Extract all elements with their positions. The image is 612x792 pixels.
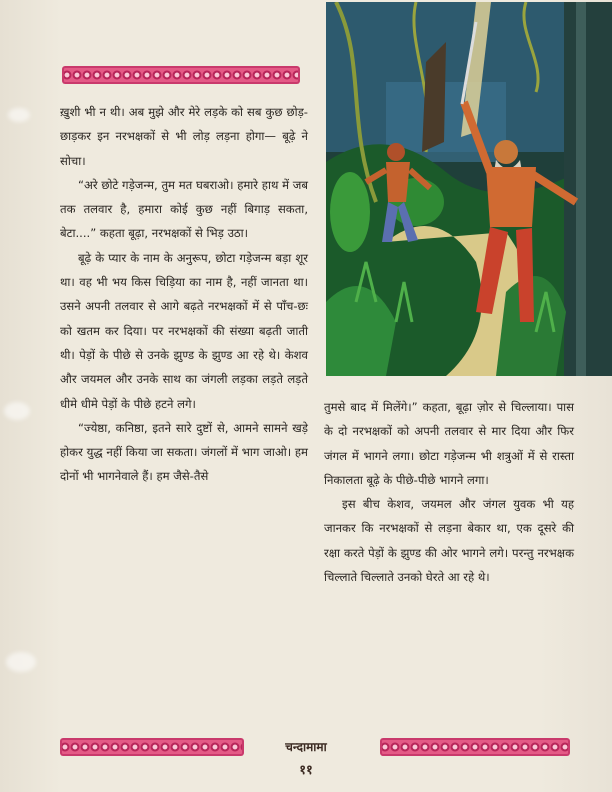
- paragraph: “अरे छोटे गड़ेजन्म, तुम मत घबराओ। हमारे हाथ में जब तक तलवार है, हमारा कोई कुछ नहीं बिगाड़ सकता, बेटा....” कहता बूढ़ा, नरभक्षकों से भिड़ उठा।: [60, 177, 308, 241]
- paragraph: इस बीच केशव, जयमल और जंगल युवक भी यह जानकर कि नरभक्षकों से लड़ना बेकार था, एक दूसरे की रक्षा करते पेड़ों के झुण्ड की ओर भागने लगे। परन्तु नरभक्षक चिल्लाते चिल्लाते उनको घेरते आ रहे थे।: [324, 497, 574, 585]
- paragraph: ख़ुशी भी न थी। अब मुझे और मेरे लड़के को सब कुछ छोड़-छाड़कर इन नरभक्षकों से भी लोड़ लड़ना होगा— बूढ़े ने सोचा।: [60, 105, 308, 168]
- top-decorative-border: [62, 66, 300, 84]
- paper-stain: [6, 652, 36, 672]
- paragraph: बूढ़े के प्यार के नाम के अनुरूप, छोटा गड़ेजन्म बड़ा शूर था। वह भी भय किस चिड़िया का नाम है, नहीं जानता था। उसने अपनी तलवार से आगे बढ़ते नरभक्षकों में से पाँच-छः को खतम कर दिया। पर नरभक्षकों की संख्या बढ़ती जाती थी। पेड़ों के पीछे से उनके झुण्ड के झुण्ड आ रहे थे। केशव और जयमल और उनके साथ का जंगली लड़का लड़ते लड़ते धीमे धीमे पेड़ों के पीछे हटने लगे।: [60, 250, 308, 411]
- paragraph: तुमसे बाद में मिलेंगे।” कहता, बूढ़ा ज़ोर से चिल्लाया। पास के दो नरभक्षकों को अपनी तलवार से मार दिया और फिर जंगल में भागने लगा। छोटा गड़ेजन्म भी शत्रुओं में से रास्ता निकालता बूढ़े के पीछे-पीछे भागने लगा।: [324, 400, 574, 487]
- paragraph: “ज्येष्ठा, कनिष्ठा, इतने सारे दुष्टों से, आमने सामने खड़े होकर युद्ध नहीं किया जा सकता। जंगलों में भाग जाओ। हम दोनों भी भागनेवाले हैं। हम जैसे-तैसे: [60, 420, 308, 484]
- paper-stain: [4, 402, 30, 420]
- story-illustration: [326, 2, 612, 376]
- right-text-column: [324, 395, 574, 589]
- footer-border-left: [60, 738, 244, 756]
- left-text-column: [60, 100, 308, 489]
- page-number: ११: [299, 763, 313, 778]
- footer-border-right: [380, 738, 570, 756]
- magazine-title: चन्दामामा: [285, 740, 327, 754]
- paper-stain: [8, 108, 30, 122]
